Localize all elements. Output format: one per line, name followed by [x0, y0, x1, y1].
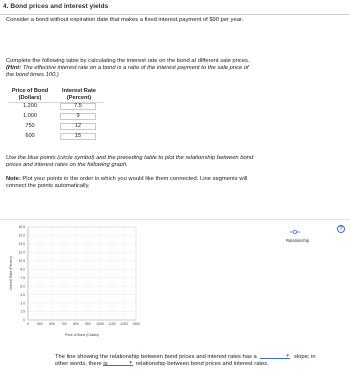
conclusion-text-part3: other words, there is [55, 361, 108, 367]
x-tick-label: 1000 [96, 322, 104, 326]
chart-tick-labels [18, 225, 139, 326]
y-tick-label: 12.0 [18, 250, 25, 255]
col-header-price-line2: (Dollars) [18, 94, 42, 101]
col-header-rate [56, 88, 102, 101]
page-title: 4. Bond prices and interest yields [3, 3, 109, 10]
blue-circle-icon [293, 230, 297, 234]
note-label: Note: [6, 176, 21, 182]
intro-text: Consider a bond without expiration date that makes a fixed interest payment of $90 per year. [6, 17, 244, 23]
y-tick-label: 15.0 [18, 233, 25, 238]
x-tick-label: 500 [37, 322, 43, 326]
y-tick-label: 13.5 [18, 242, 25, 247]
rate-value: 12 [74, 123, 82, 129]
y-tick-label: 3.0 [20, 301, 25, 306]
col-header-rate-line1: Interest Rate [62, 88, 96, 94]
y-tick-label: 6.0 [20, 284, 25, 289]
graph-instructions-line1: Use the blue points (circle symbol) and the preceding table to plot the relationship between bond [6, 155, 254, 161]
title-divider [0, 14, 350, 15]
table-instructions-line2 [6, 65, 249, 72]
conclusion-text-part1: The line showing the relationship between bond prices and interest rates has a [55, 354, 257, 360]
chart-gridlines [28, 227, 136, 320]
y-tick-label: 1.5 [20, 309, 25, 314]
x-tick-label: 0 [27, 322, 29, 326]
y-tick-label: 0 [23, 318, 25, 323]
conclusion-line1 [55, 354, 257, 361]
table-row-price: 750 [25, 123, 35, 129]
x-tick-label: 1200 [120, 322, 128, 326]
conclusion-text-part4: relationship between bond prices and interest rates. [136, 361, 269, 367]
note-text: Plot your points in the order in which you would like them connected. Line segments will [20, 176, 248, 182]
legend-blue-point-tool[interactable] [290, 230, 300, 234]
x-tick-label: 600 [49, 322, 55, 326]
x-tick-label: 1100 [108, 322, 116, 326]
table-row-price: 1,200 [23, 103, 37, 109]
y-tick-label: 16.5 [18, 225, 25, 230]
col-header-rate-line2: (Percent) [66, 94, 92, 101]
table-row-price: 1,000 [23, 113, 37, 119]
y-tick-label: 10.5 [18, 259, 25, 264]
x-axis-label: Price of Bond (Dollars) [64, 333, 100, 337]
table-instructions-line1: Complete the following table by calculating the interest rate on the bond at different sale prices. [6, 58, 250, 64]
hint-text: The effective interest rate on a bond is a ratio of the interest payment to the sale price of [21, 65, 249, 71]
x-tick-label: 700 [61, 322, 67, 326]
note-line2: connect the points automatically. [6, 183, 90, 189]
y-tick-label: 7.5 [20, 275, 25, 280]
chart-axes [28, 227, 136, 320]
plot-area[interactable] [28, 227, 136, 320]
rate-value: 15 [74, 133, 82, 139]
table-instructions-line3: the bond times 100.) [6, 72, 59, 78]
graph-instructions-line2: prices and interest rates on the following graph. [6, 162, 128, 168]
graph-top-divider [0, 219, 350, 220]
relationship-dropdown[interactable] [103, 360, 133, 366]
x-tick-label: 800 [73, 322, 79, 326]
x-tick-label: 1300 [132, 322, 140, 326]
help-icon[interactable]: ? [337, 225, 345, 233]
col-header-price-line1: Price of Bond [11, 88, 49, 94]
y-axis-label: Interest Rate (Percent) [9, 255, 13, 291]
y-tick-label: 9.0 [20, 267, 25, 272]
note-line1 [6, 176, 247, 183]
rate-value: 9 [76, 113, 80, 119]
col-header-price [8, 88, 52, 101]
chevron-down-icon: ▼ [128, 360, 133, 365]
conclusion-text-part2: slope; in [294, 354, 316, 360]
legend-label: Relationship [286, 238, 310, 243]
chevron-down-icon: ▼ [285, 353, 290, 358]
rate-value: 7.5 [74, 103, 82, 109]
hint-label: (Hint: [6, 65, 22, 71]
y-tick-label: 4.5 [20, 292, 25, 297]
table-row-price: 600 [25, 133, 35, 139]
slope-dropdown[interactable] [260, 353, 290, 359]
x-tick-label: 900 [85, 322, 91, 326]
